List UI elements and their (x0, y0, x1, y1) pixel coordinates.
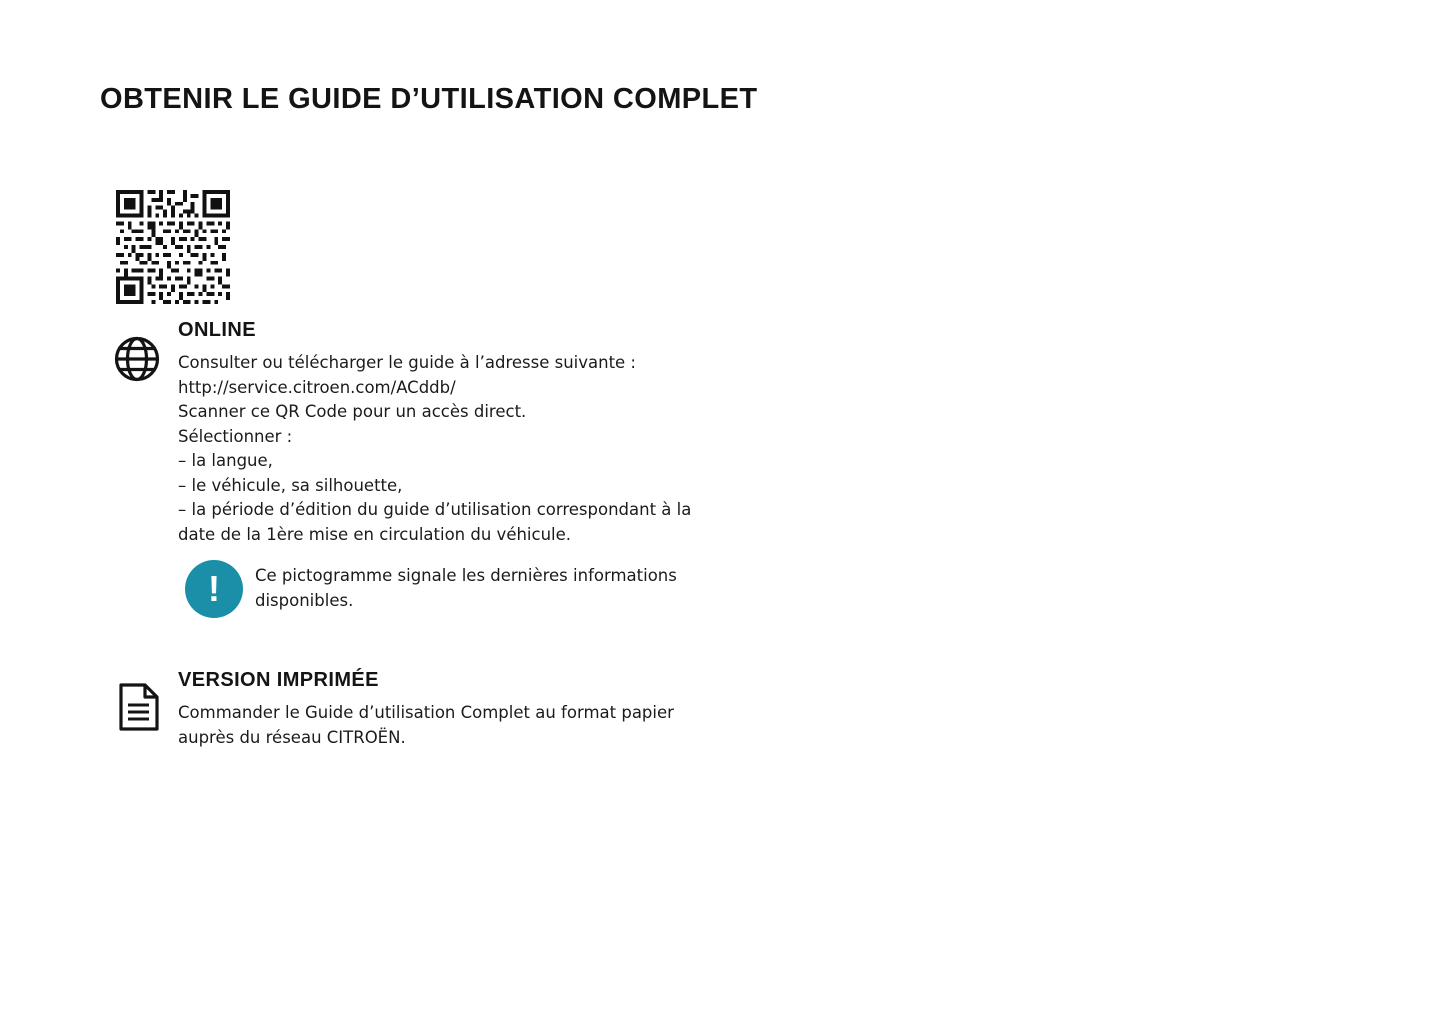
section-printed-body (178, 668, 800, 750)
section-online-line: date de la 1ère mise en circulation du véhicule. (178, 524, 572, 544)
section-online-heading: ONLINE (178, 319, 256, 341)
section-online (100, 318, 800, 547)
section-online-line: Scanner ce QR Code pour un accès direct. (178, 402, 527, 421)
section-online-line: – la période d’édition du guide d’utilisation correspondant à la (178, 500, 692, 519)
section-printed-line: Commander le Guide d’utilisation Complet au format papier (178, 703, 674, 722)
qr-code-image (116, 190, 230, 304)
section-printed-line: auprès du réseau CITROËN. (178, 727, 406, 747)
note-line: disponibles. (255, 590, 354, 610)
exclamation-circle-icon: ! (185, 560, 243, 618)
document-icon (118, 683, 160, 731)
qr-code-icon (116, 190, 230, 304)
note-line: Ce pictogramme signale les dernières informations (255, 566, 677, 585)
section-online-line: Sélectionner : (178, 426, 293, 446)
section-online-line: Consulter ou télécharger le guide à l’adresse suivante : (178, 353, 636, 372)
guide-url[interactable]: http://service.citroen.com/ACddb/ (178, 377, 456, 397)
section-online-line: – le véhicule, sa silhouette, (178, 475, 403, 495)
note-block (185, 560, 745, 630)
note-text (255, 564, 735, 613)
section-online-line: – la langue, (178, 451, 273, 470)
section-printed-heading: VERSION IMPRIMÉE (178, 669, 379, 691)
page-title: OBTENIR LE GUIDE D’UTILISATION COMPLET (100, 83, 758, 116)
section-online-body (178, 318, 800, 547)
globe-icon (114, 336, 160, 382)
section-printed (100, 668, 800, 750)
